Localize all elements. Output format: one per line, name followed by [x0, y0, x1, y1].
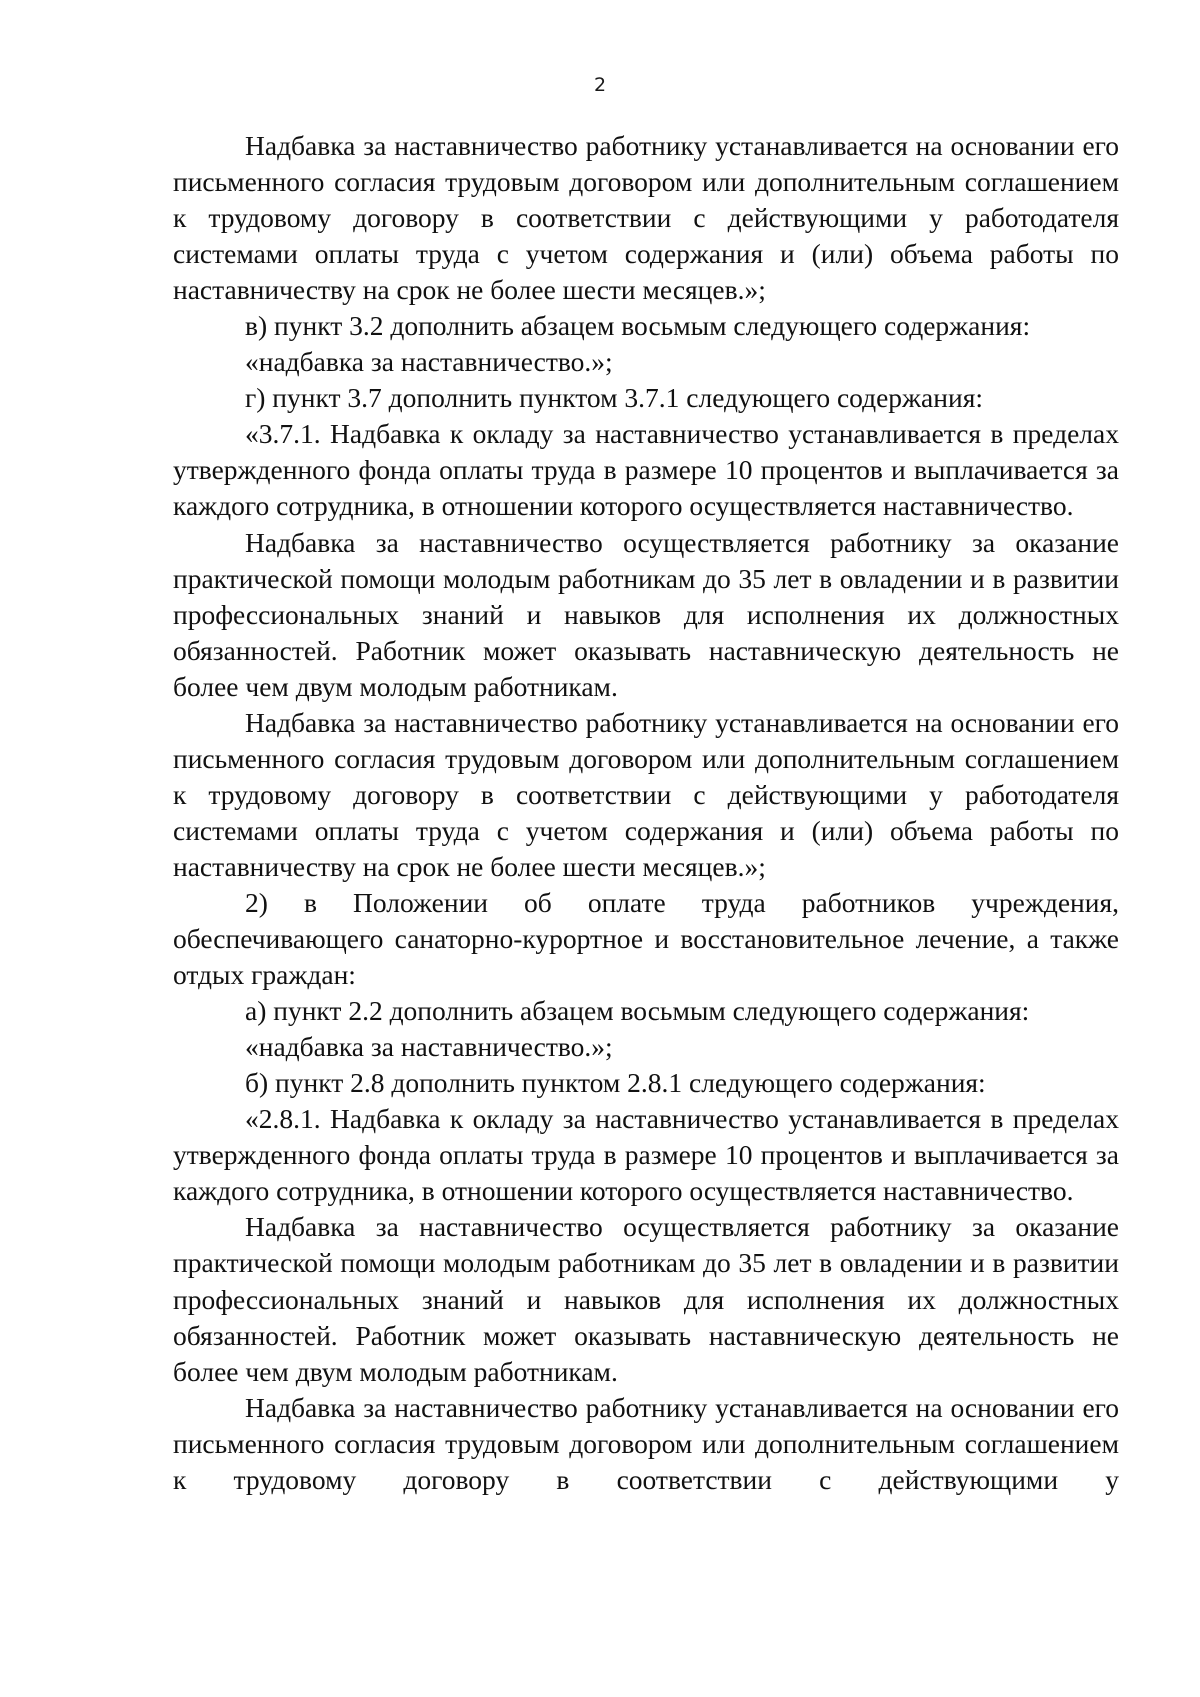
paragraph-13: Надбавка за наставничество осуществляется работнику за оказание практической помощи молодым работникам до 35 лет в овладении и в развитии профессиональных знаний и навыков для исполнения их должностных обязанностей. Работник может оказывать наставническую деятельность не более чем двум молодым работникам.	[173, 1211, 1119, 1387]
paragraph-3: «надбавка за наставничество.»;	[245, 346, 613, 378]
paragraph-14: Надбавка за наставничество работнику устанавливается на основании его письменного согласия трудовым договором или дополнительным соглашением к трудовому договору в соответствии с действующими у	[173, 1391, 1119, 1495]
paragraph-7: Надбавка за наставничество работнику устанавливается на основании его письменного согласия трудовым договором или дополнительным соглашением к трудовому договору в соответствии с действующими у работодателя системами оплаты труда с учетом содержания и (или) объема работы по наставничеству на срок не более шести месяцев.»;	[173, 706, 1119, 882]
paragraph-6: Надбавка за наставничество осуществляется работнику за оказание практической помощи молодым работникам до 35 лет в овладении и в развитии профессиональных знаний и навыков для исполнения их должностных обязанностей. Работник может оказывать наставническую деятельность не более чем двум молодым работникам.	[173, 526, 1119, 702]
paragraph-10: «надбавка за наставничество.»;	[245, 1031, 613, 1063]
paragraph-12: «2.8.1. Надбавка к окладу за наставничество устанавливается в пределах утвержденного фонда оплаты труда в размере 10 процентов и выплачивается за каждого сотрудника, в отношении которого осуществляется наставничество.	[173, 1103, 1119, 1207]
paragraph-5: «3.7.1. Надбавка к окладу за наставничество устанавливается в пределах утвержденного фонда оплаты труда в размере 10 процентов и выплачивается за каждого сотрудника, в отношении которого осуществляется наставничество.	[173, 418, 1119, 522]
paragraph-1: Надбавка за наставничество работнику устанавливается на основании его письменного согласия трудовым договором или дополнительным соглашением к трудовому договору в соответствии с действующими у работодателя системами оплаты труда с учетом содержания и (или) объема работы по наставничеству на срок не более шести месяцев.»;	[173, 130, 1119, 306]
page-number: 2	[593, 74, 607, 96]
paragraph-2: в) пункт 3.2 дополнить абзацем восьмым следующего содержания:	[245, 310, 1031, 342]
document-body	[173, 128, 1119, 1498]
paragraph-8: 2) в Положении об оплате труда работников учреждения, обеспечивающего санаторно-курортное и восстановительное лечение, а также отдых граждан:	[173, 886, 1119, 991]
paragraph-9: а) пункт 2.2 дополнить абзацем восьмым следующего содержания:	[245, 995, 1030, 1027]
paragraph-11: б) пункт 2.8 дополнить пунктом 2.8.1 следующего содержания:	[245, 1067, 986, 1099]
paragraph-4: г) пункт 3.7 дополнить пунктом 3.7.1 следующего содержания:	[245, 382, 983, 414]
